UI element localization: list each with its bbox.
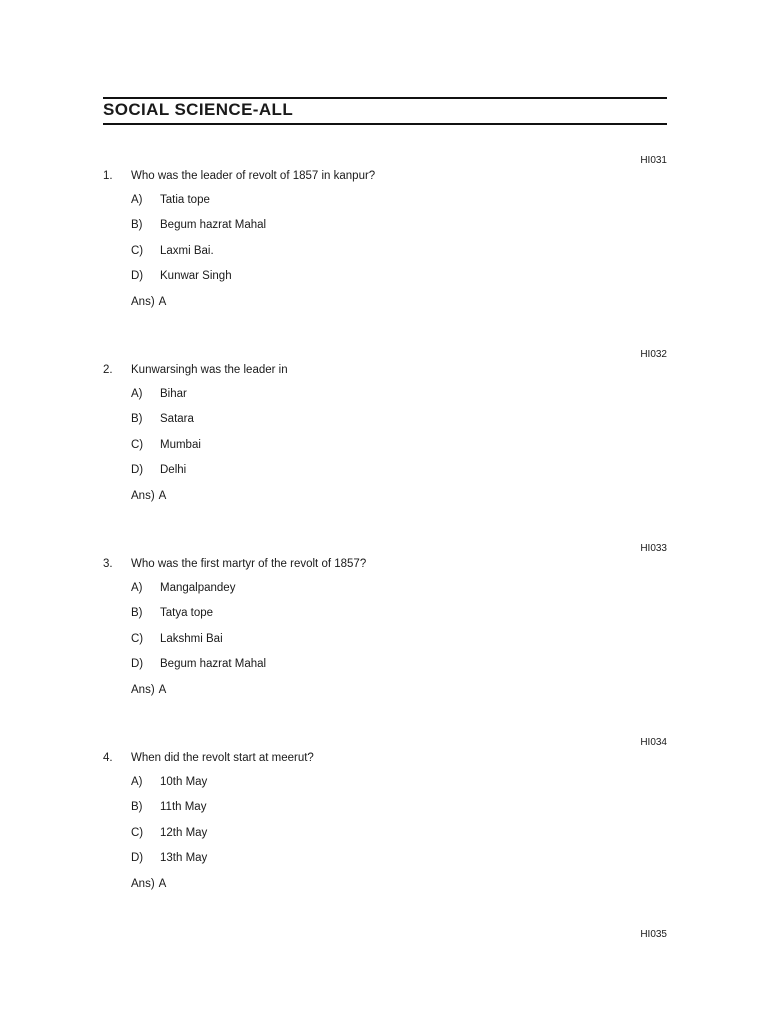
option-text: Kunwar Singh bbox=[160, 270, 232, 282]
question-block bbox=[0, 155, 768, 345]
answer-value: A bbox=[158, 684, 167, 696]
option-row bbox=[0, 775, 600, 789]
option-text: 11th May bbox=[160, 801, 207, 813]
question-block bbox=[0, 543, 768, 733]
option-label: B) bbox=[131, 413, 143, 425]
option-row bbox=[0, 851, 600, 865]
option-label: A) bbox=[131, 194, 143, 206]
answer-value: A bbox=[158, 296, 167, 308]
answer-line bbox=[131, 489, 166, 503]
question-text: Kunwarsingh was the leader in bbox=[131, 364, 288, 376]
option-label: D) bbox=[131, 852, 144, 864]
option-label: C) bbox=[131, 633, 144, 645]
option-text: Satara bbox=[160, 413, 194, 425]
option-row bbox=[0, 412, 600, 426]
option-text: Delhi bbox=[160, 464, 187, 476]
option-text: Lakshmi Bai bbox=[160, 633, 223, 645]
answer-value: A bbox=[158, 490, 167, 502]
option-text: Mumbai bbox=[160, 439, 201, 451]
question-text: When did the revolt start at meerut? bbox=[131, 752, 314, 764]
answer-line bbox=[131, 295, 166, 309]
option-label: A) bbox=[131, 776, 143, 788]
question-code: HI034 bbox=[640, 737, 667, 748]
answer-label: Ans) bbox=[131, 878, 155, 890]
option-row bbox=[0, 269, 600, 283]
question-text: Who was the leader of revolt of 1857 in kanpur? bbox=[131, 170, 376, 182]
question-number: 3. bbox=[103, 558, 113, 570]
option-label: C) bbox=[131, 439, 144, 451]
option-row bbox=[0, 826, 600, 840]
option-label: B) bbox=[131, 219, 143, 231]
option-label: D) bbox=[131, 270, 144, 282]
option-text: Mangalpandey bbox=[160, 582, 236, 594]
option-row bbox=[0, 657, 600, 671]
option-row bbox=[0, 244, 600, 258]
question-number: 1. bbox=[103, 170, 113, 182]
option-text: Bihar bbox=[160, 388, 187, 400]
answer-label: Ans) bbox=[131, 684, 155, 696]
question-number: 2. bbox=[103, 364, 113, 376]
question-number: 4. bbox=[103, 752, 113, 764]
question-code: HI031 bbox=[640, 155, 667, 166]
question-text: Who was the first martyr of the revolt of 1857? bbox=[131, 558, 367, 570]
question-code: HI032 bbox=[640, 349, 667, 360]
header-top-rule bbox=[103, 97, 667, 99]
option-text: 12th May bbox=[160, 827, 208, 839]
option-row bbox=[0, 463, 600, 477]
option-label: D) bbox=[131, 464, 144, 476]
header-bottom-rule bbox=[103, 123, 667, 125]
option-text: Begum hazrat Mahal bbox=[160, 658, 267, 670]
option-row bbox=[0, 193, 600, 207]
option-text: Tatia tope bbox=[160, 194, 210, 206]
answer-value: A bbox=[158, 878, 167, 890]
answer-line bbox=[131, 683, 166, 697]
question-block bbox=[0, 349, 768, 539]
option-label: B) bbox=[131, 801, 143, 813]
option-row bbox=[0, 632, 600, 646]
option-label: C) bbox=[131, 827, 144, 839]
question-code: HI033 bbox=[640, 543, 667, 554]
answer-label: Ans) bbox=[131, 296, 155, 308]
option-text: Tatya tope bbox=[160, 607, 214, 619]
option-text: Laxmi Bai. bbox=[160, 245, 214, 257]
option-row bbox=[0, 438, 600, 452]
next-question-code: HI035 bbox=[640, 929, 667, 940]
page-title: SOCIAL SCIENCE-ALL bbox=[103, 100, 294, 119]
question-block bbox=[0, 737, 768, 927]
option-row bbox=[0, 606, 600, 620]
option-label: B) bbox=[131, 607, 143, 619]
option-label: C) bbox=[131, 245, 144, 257]
option-label: D) bbox=[131, 658, 144, 670]
option-row bbox=[0, 581, 600, 595]
answer-label: Ans) bbox=[131, 490, 155, 502]
answer-line bbox=[131, 877, 166, 891]
option-text: Begum hazrat Mahal bbox=[160, 219, 267, 231]
option-label: A) bbox=[131, 582, 143, 594]
option-row bbox=[0, 800, 600, 814]
option-label: A) bbox=[131, 388, 143, 400]
option-row bbox=[0, 387, 600, 401]
option-text: 13th May bbox=[160, 852, 208, 864]
option-text: 10th May bbox=[160, 776, 208, 788]
option-row bbox=[0, 218, 600, 232]
